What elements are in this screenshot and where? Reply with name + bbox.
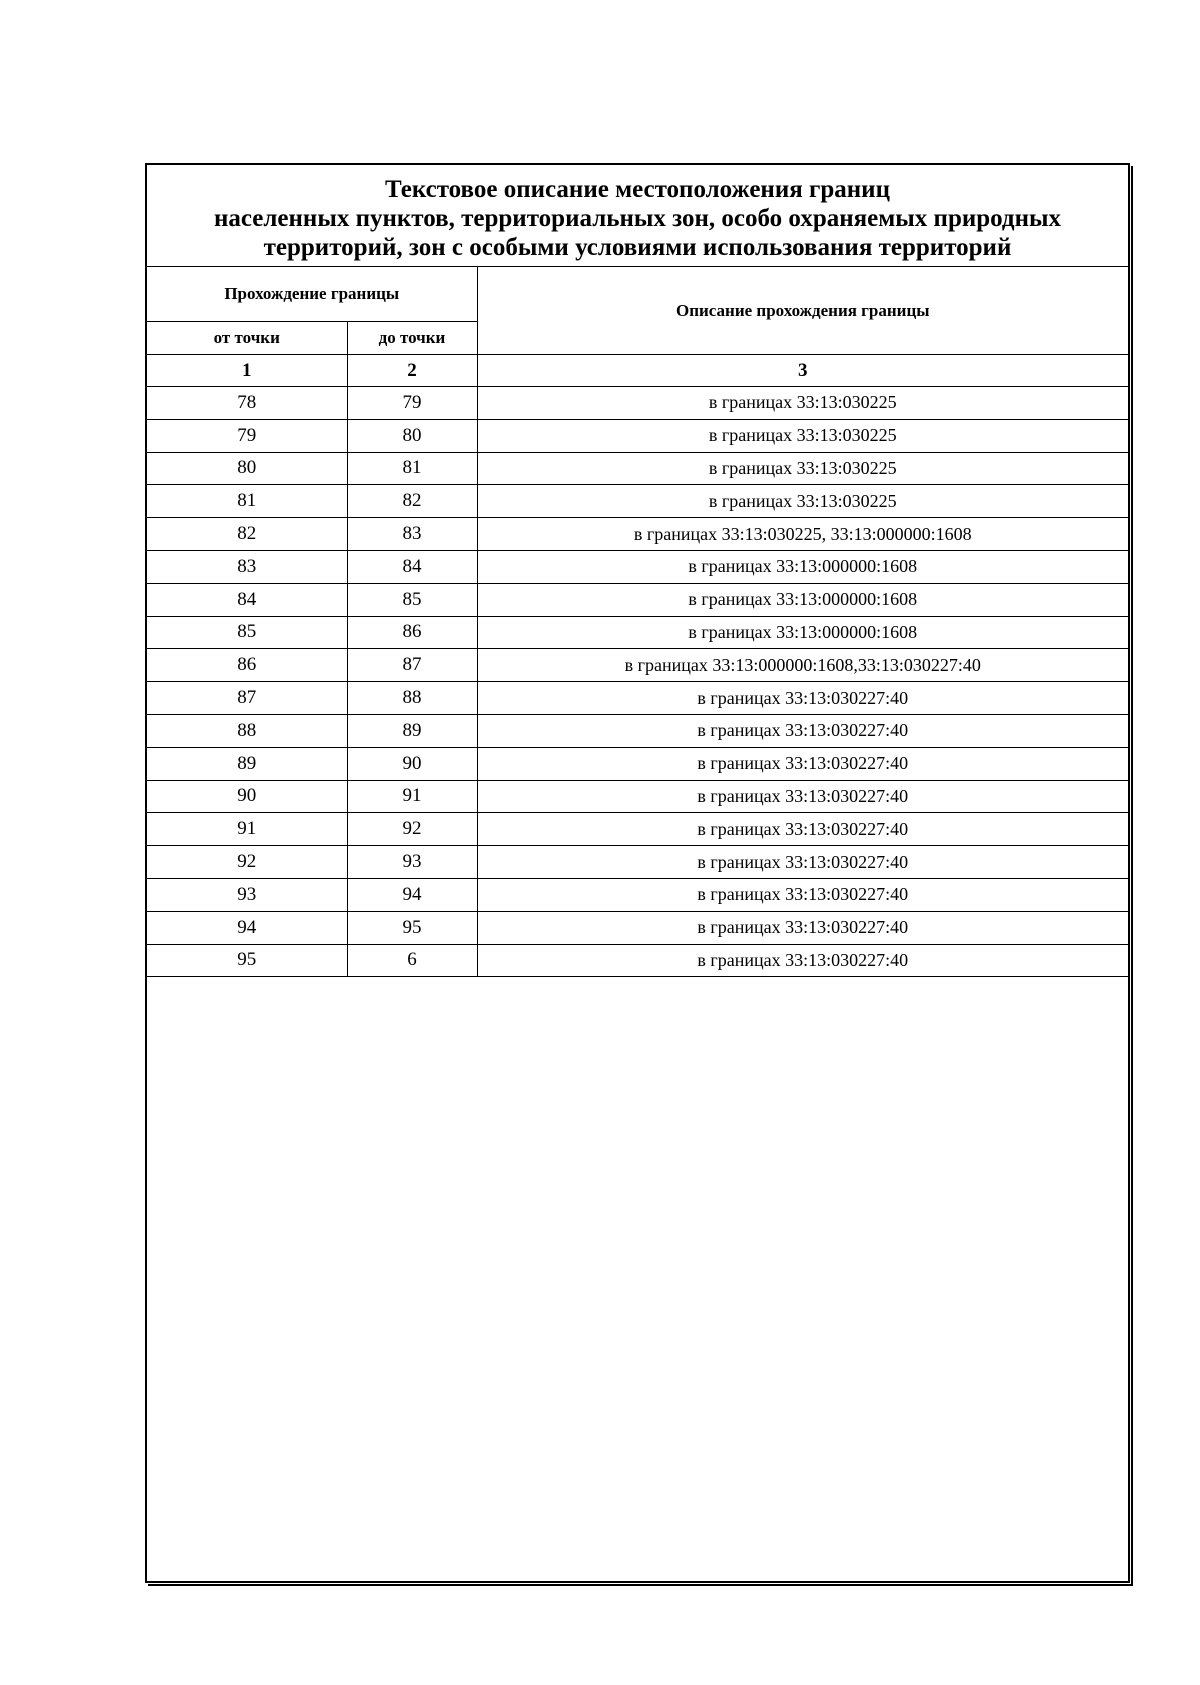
document-frame	[145, 163, 1130, 1583]
to-point-cell: 93	[347, 846, 477, 879]
from-point-cell: 84	[147, 583, 347, 616]
to-point-cell: 86	[347, 616, 477, 649]
description-cell: в границах 33:13:000000:1608	[477, 583, 1128, 616]
from-point-cell: 88	[147, 714, 347, 747]
from-point-cell: 90	[147, 780, 347, 813]
to-point-cell: 85	[347, 583, 477, 616]
from-point-cell: 78	[147, 387, 347, 420]
from-point-cell: 94	[147, 911, 347, 944]
table-row	[147, 419, 1128, 452]
header-to-point: до точки	[347, 322, 477, 355]
from-point-cell: 93	[147, 878, 347, 911]
to-point-cell: 81	[347, 452, 477, 485]
to-point-cell: 87	[347, 649, 477, 682]
table-row	[147, 944, 1128, 977]
table-row	[147, 649, 1128, 682]
description-cell: в границах 33:13:030225, 33:13:000000:1608	[477, 518, 1128, 551]
from-point-cell: 92	[147, 846, 347, 879]
table-row	[147, 878, 1128, 911]
description-cell: в границах 33:13:000000:1608	[477, 550, 1128, 583]
from-point-cell: 87	[147, 682, 347, 715]
table-body	[147, 387, 1128, 977]
from-point-cell: 79	[147, 419, 347, 452]
to-point-cell: 90	[347, 747, 477, 780]
from-point-cell: 81	[147, 485, 347, 518]
to-point-cell: 94	[347, 878, 477, 911]
to-point-cell: 6	[347, 944, 477, 977]
table-row	[147, 616, 1128, 649]
to-point-cell: 82	[347, 485, 477, 518]
table-row	[147, 780, 1128, 813]
to-point-cell: 80	[347, 419, 477, 452]
header-boundary-passage: Прохождение границы	[147, 267, 477, 322]
from-point-cell: 86	[147, 649, 347, 682]
description-cell: в границах 33:13:030225	[477, 452, 1128, 485]
title-line-1: Текстовое описание местоположения границ	[385, 176, 890, 203]
description-cell: в границах 33:13:030227:40	[477, 714, 1128, 747]
description-cell: в границах 33:13:030225	[477, 419, 1128, 452]
table-row	[147, 452, 1128, 485]
from-point-cell: 80	[147, 452, 347, 485]
title-line-3: территорий, зон с особыми условиями использования территорий	[263, 234, 1012, 261]
description-cell: в границах 33:13:030227:40	[477, 747, 1128, 780]
column-number-row	[147, 355, 1128, 387]
to-point-cell: 89	[347, 714, 477, 747]
table-row	[147, 846, 1128, 879]
table-row	[147, 911, 1128, 944]
description-cell: в границах 33:13:030225	[477, 485, 1128, 518]
description-cell: в границах 33:13:030227:40	[477, 878, 1128, 911]
from-point-cell: 83	[147, 550, 347, 583]
header-from-point: от точки	[147, 322, 347, 355]
header-description: Описание прохождения границы	[477, 267, 1128, 355]
table-row	[147, 550, 1128, 583]
table-row	[147, 387, 1128, 420]
description-cell: в границах 33:13:030225	[477, 387, 1128, 420]
description-cell: в границах 33:13:030227:40	[477, 813, 1128, 846]
to-point-cell: 88	[347, 682, 477, 715]
description-cell: в границах 33:13:030227:40	[477, 780, 1128, 813]
description-cell: в границах 33:13:000000:1608,33:13:030227:40	[477, 649, 1128, 682]
header-row-1	[147, 267, 1128, 322]
from-point-cell: 82	[147, 518, 347, 551]
description-cell: в границах 33:13:030227:40	[477, 682, 1128, 715]
column-number-3: 3	[477, 355, 1128, 387]
boundary-table	[147, 267, 1128, 977]
to-point-cell: 79	[347, 387, 477, 420]
table-row	[147, 583, 1128, 616]
column-number-1: 1	[147, 355, 347, 387]
column-number-2: 2	[347, 355, 477, 387]
to-point-cell: 83	[347, 518, 477, 551]
from-point-cell: 89	[147, 747, 347, 780]
document-title	[147, 165, 1128, 267]
description-cell: в границах 33:13:030227:40	[477, 944, 1128, 977]
description-cell: в границах 33:13:030227:40	[477, 846, 1128, 879]
to-point-cell: 92	[347, 813, 477, 846]
table-row	[147, 518, 1128, 551]
title-line-2: населенных пунктов, территориальных зон, особо охраняемых природных	[213, 205, 1062, 232]
from-point-cell: 91	[147, 813, 347, 846]
to-point-cell: 95	[347, 911, 477, 944]
table-row	[147, 682, 1128, 715]
table-row	[147, 714, 1128, 747]
description-cell: в границах 33:13:030227:40	[477, 911, 1128, 944]
from-point-cell: 95	[147, 944, 347, 977]
from-point-cell: 85	[147, 616, 347, 649]
table-row	[147, 485, 1128, 518]
table-row	[147, 747, 1128, 780]
to-point-cell: 84	[347, 550, 477, 583]
table-row	[147, 813, 1128, 846]
to-point-cell: 91	[347, 780, 477, 813]
description-cell: в границах 33:13:000000:1608	[477, 616, 1128, 649]
